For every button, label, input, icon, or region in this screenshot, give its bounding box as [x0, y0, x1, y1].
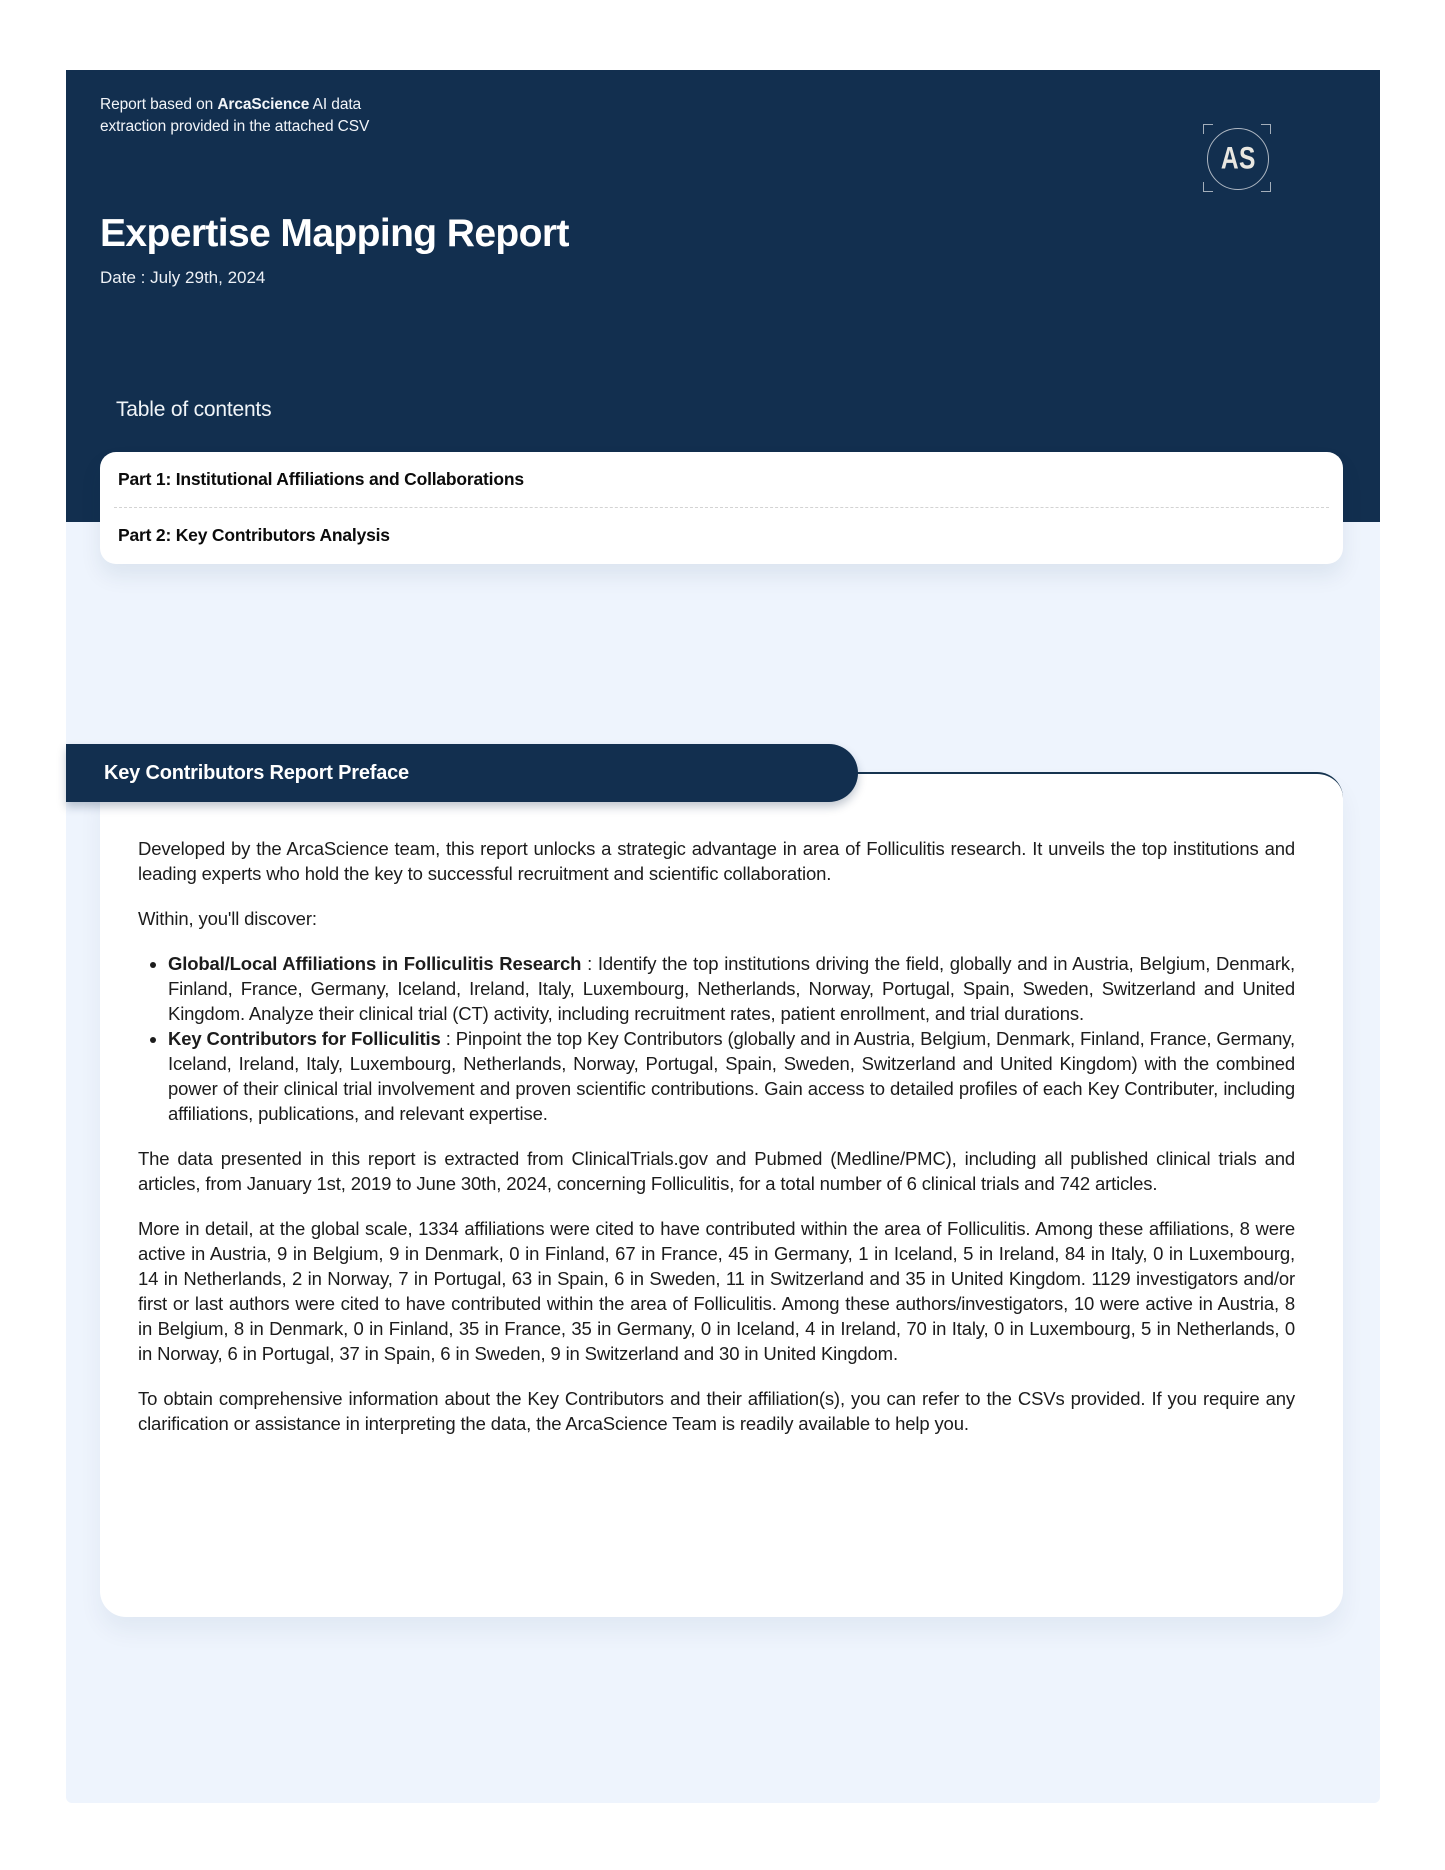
toc-box [100, 452, 1343, 564]
preface-banner-title: Key Contributors Report Preface [104, 761, 409, 784]
preface-data-paragraph: The data presented in this report is extracted from ClinicalTrials.gov and Pubmed (Medline/PMC), including all published clinical trials and articles, from January 1st, 2019 to June 30th, 2024, concerning Folliculitis, for a total number of 6 clinical trials and 742 articles. [138, 1148, 1295, 1194]
header-note-suffix: AI data extraction provided in the attached CSV [100, 96, 370, 135]
logo-monogram: AS [1220, 141, 1256, 176]
toc-title: Table of contents [116, 398, 272, 421]
bullet-title: Global/Local Affiliations in Folliculitis Research [168, 953, 582, 974]
header-note-brand: ArcaScience [217, 96, 310, 113]
logo-corner-mark [1261, 182, 1271, 192]
content-background [66, 522, 1380, 1803]
preface-closing-paragraph: To obtain comprehensive information about the Key Contributors and their affiliation(s), you can refer to the CSVs provided. If you require any clarification or assistance in interpreting the data, the ArcaScience Team is readily available to help you. [138, 1388, 1295, 1434]
header-note [100, 94, 372, 138]
logo-corner-mark [1261, 124, 1271, 134]
logo-circle [1207, 128, 1269, 190]
arcascience-logo-icon [1203, 124, 1271, 192]
preface-intro-paragraph: Developed by the ArcaScience team, this report unlocks a strategic advantage in area of Folliculitis research. It unveils the top institutions and leading experts who hold the key to successful recruitment and scientific collaboration. [138, 838, 1295, 884]
preface-card [100, 772, 1343, 1617]
report-date: Date : July 29th, 2024 [100, 268, 266, 287]
header-note-prefix: Report based on [100, 96, 218, 113]
bullet-body: : Pinpoint the top Key Contributors (globally and in Austria, Belgium, Denmark, Finland, France, Germany, Iceland, Ireland, Italy, Luxembourg, Netherlands, Norway, Portugal, Spain, Sweden, Switzerland and United Kingdom) with the combined power of their clinical trial involvement and proven scientific contributions. Gain access to detailed profiles of each Key Contributer, including affiliations, publications, and relevant expertise. [168, 1028, 1296, 1124]
preface-detail-paragraph: More in detail, at the global scale, 1334 affiliations were cited to have contributed within the area of Folliculitis. Among these affiliations, 8 were active in Austria, 9 in Belgium, 9 in Denmark, 0 in Finland, 67 in France, 45 in Germany, 1 in Iceland, 5 in Ireland, 84 in Italy, 0 in Luxembourg, 14 in Netherlands, 2 in Norway, 7 in Portugal, 63 in Spain, 6 in Sweden, 11 in Switzerland and 35 in United Kingdom. 1129 investigators and/or first or last authors were cited to have contributed within the area of Folliculitis. Among these authors/investigators, 10 were active in Austria, 8 in Belgium, 8 in Denmark, 0 in Finland, 35 in France, 35 in Germany, 0 in Iceland, 4 in Ireland, 70 in Italy, 0 in Luxembourg, 5 in Netherlands, 0 in Norway, 6 in Portugal, 37 in Spain, 6 in Sweden, 9 in Switzerland and 30 in United Kingdom. [138, 1218, 1295, 1364]
logo-corner-mark [1203, 124, 1213, 134]
bullet-body: : Identify the top institutions driving the field, globally and in Austria, Belgium, Denmark, Finland, France, Germany, Iceland, Ireland, Italy, Luxembourg, Netherlands, Norway, Portugal, Spain, Sweden, Switzerland and United Kingdom. Analyze their clinical trial (CT) activity, including recruitment rates, patient enrollment, and trial durations. [168, 953, 1295, 1024]
preface-banner [66, 744, 858, 802]
bullet-global-affiliations [168, 951, 1295, 1026]
report-header [66, 70, 1380, 545]
toc-item-part1[interactable]: Part 1: Institutional Affiliations and Collaborations [118, 469, 524, 489]
page-title: Expertise Mapping Report [100, 212, 569, 255]
preface-bullet-list [138, 951, 1295, 1126]
logo-corner-mark [1203, 182, 1213, 192]
toc-item-part2[interactable]: Part 2: Key Contributors Analysis [118, 525, 390, 545]
bullet-title: Key Contributors for Folliculitis [168, 1028, 441, 1049]
preface-discover-lead: Within, you'll discover: [138, 908, 317, 929]
bullet-key-contributors [168, 1026, 1295, 1126]
